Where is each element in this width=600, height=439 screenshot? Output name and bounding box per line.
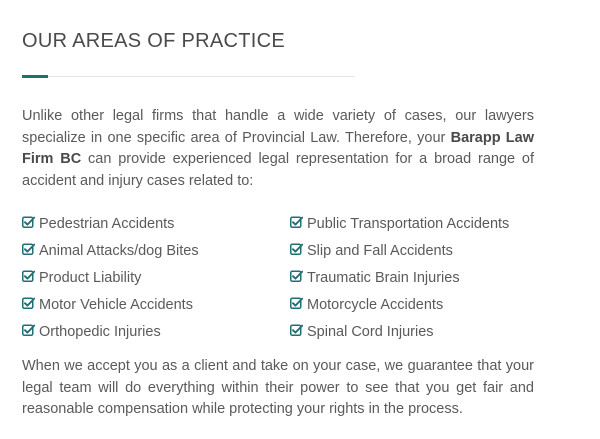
intro-text-before: Unlike other legal firms that handle a wide variety of cases, our lawyers specialize in one specific area of Provincial Law. Therefore, your bbox=[22, 108, 534, 146]
practice-areas-list-left bbox=[22, 211, 199, 346]
check-square-icon bbox=[290, 216, 303, 229]
check-square-icon bbox=[22, 243, 35, 256]
areas-of-practice-section bbox=[22, 0, 542, 439]
check-square-icon bbox=[290, 243, 303, 256]
check-square-icon bbox=[22, 270, 35, 283]
practice-area-label: Spinal Cord Injuries bbox=[307, 324, 434, 340]
check-square-icon bbox=[290, 270, 303, 283]
firm-name: Barapp Law Firm BC bbox=[22, 129, 535, 167]
practice-area-label: Product Liability bbox=[39, 270, 142, 286]
intro-text-after: can provide experienced legal representation for a broad range of accident and injury cases related to: bbox=[22, 151, 534, 189]
check-square-icon bbox=[290, 297, 303, 310]
check-square-icon bbox=[22, 324, 35, 337]
practice-area-item bbox=[290, 319, 509, 346]
practice-area-item bbox=[290, 238, 509, 265]
practice-area-item bbox=[22, 211, 199, 238]
practice-area-label: Traumatic Brain Injuries bbox=[307, 270, 460, 286]
practice-area-label: Motor Vehicle Accidents bbox=[39, 297, 193, 313]
practice-area-label: Animal Attacks/dog Bites bbox=[39, 243, 199, 259]
practice-area-item bbox=[290, 265, 509, 292]
check-square-icon bbox=[22, 297, 35, 310]
check-square-icon bbox=[22, 216, 35, 229]
section-heading: OUR AREAS OF PRACTICE bbox=[22, 30, 286, 52]
practice-area-item bbox=[290, 292, 509, 319]
practice-area-label: Pedestrian Accidents bbox=[39, 216, 175, 232]
heading-divider-accent bbox=[22, 75, 48, 78]
practice-areas-list-right bbox=[290, 211, 509, 346]
practice-area-label: Slip and Fall Accidents bbox=[307, 243, 453, 259]
practice-area-item bbox=[22, 319, 199, 346]
practice-area-item bbox=[290, 211, 509, 238]
practice-area-label: Public Transportation Accidents bbox=[307, 216, 510, 232]
intro-paragraph bbox=[22, 106, 534, 192]
closing-paragraph: When we accept you as a client and take on your case, we guarantee that your legal team will do everything within their power to see that you get fair and reasonable compensation while protecting your rights in the process. bbox=[22, 358, 534, 417]
practice-area-label: Orthopedic Injuries bbox=[39, 324, 161, 340]
check-square-icon bbox=[290, 324, 303, 337]
practice-area-item bbox=[22, 265, 199, 292]
heading-divider bbox=[22, 76, 355, 77]
practice-area-item bbox=[22, 238, 199, 265]
practice-area-item bbox=[22, 292, 199, 319]
practice-area-label: Motorcycle Accidents bbox=[307, 297, 444, 313]
